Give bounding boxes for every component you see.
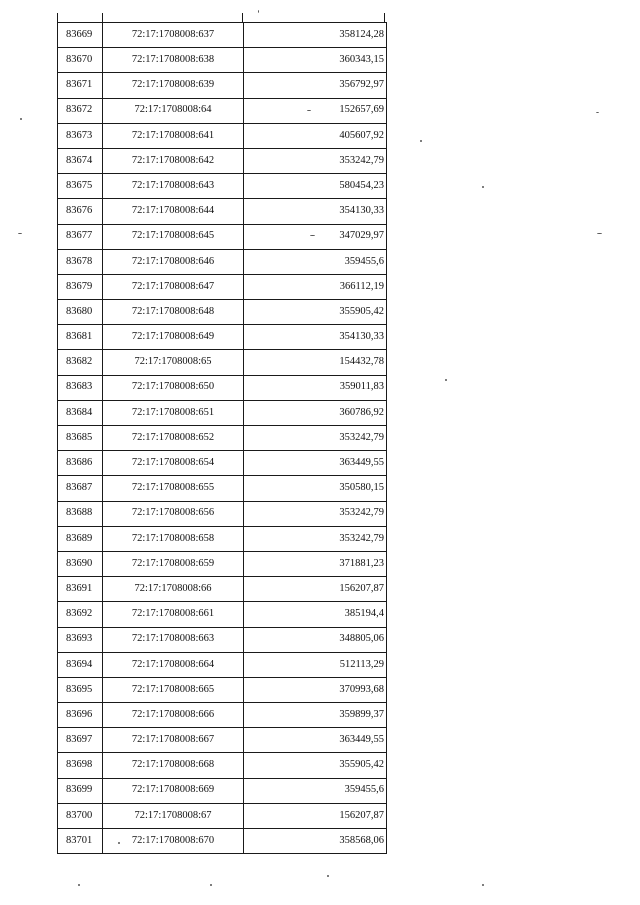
row-number: 83687 bbox=[58, 476, 103, 501]
cadastral-number: 72:17:1708008:647 bbox=[103, 274, 244, 299]
scan-speck bbox=[327, 875, 329, 877]
table-row bbox=[58, 677, 387, 702]
row-number: 83677 bbox=[58, 224, 103, 249]
row-number: 83688 bbox=[58, 501, 103, 526]
row-number: 83693 bbox=[58, 627, 103, 652]
cadastral-number: 72:17:1708008:646 bbox=[103, 249, 244, 274]
scan-speck bbox=[310, 235, 315, 236]
table-row bbox=[58, 174, 387, 199]
cadastral-number: 72:17:1708008:648 bbox=[103, 300, 244, 325]
cadastral-value-table bbox=[57, 22, 387, 854]
cadastral-number: 72:17:1708008:652 bbox=[103, 426, 244, 451]
table-row bbox=[58, 98, 387, 123]
table-row bbox=[58, 400, 387, 425]
row-number: 83672 bbox=[58, 98, 103, 123]
cadastral-number: 72:17:1708008:637 bbox=[103, 23, 244, 48]
table-row bbox=[58, 451, 387, 476]
table-row bbox=[58, 627, 387, 652]
row-number: 83673 bbox=[58, 123, 103, 148]
cadastral-value: 358568,06 bbox=[244, 829, 387, 854]
table-row bbox=[58, 148, 387, 173]
table-row bbox=[58, 577, 387, 602]
cadastral-value: 156207,87 bbox=[244, 803, 387, 828]
table-row bbox=[58, 48, 387, 73]
cadastral-value: 154432,78 bbox=[244, 350, 387, 375]
cadastral-number: 72:17:1708008:658 bbox=[103, 526, 244, 551]
row-number: 83699 bbox=[58, 778, 103, 803]
scan-speck bbox=[20, 118, 22, 120]
table-row bbox=[58, 728, 387, 753]
cadastral-value: 385194,4 bbox=[244, 602, 387, 627]
row-number: 83676 bbox=[58, 199, 103, 224]
cadastral-value: 363449,55 bbox=[244, 728, 387, 753]
cadastral-value: 348805,06 bbox=[244, 627, 387, 652]
cadastral-number: 72:17:1708008:64 bbox=[103, 98, 244, 123]
cadastral-value: 353242,79 bbox=[244, 426, 387, 451]
cadastral-number: 72:17:1708008:649 bbox=[103, 325, 244, 350]
cadastral-number: 72:17:1708008:667 bbox=[103, 728, 244, 753]
cadastral-number: 72:17:1708008:669 bbox=[103, 778, 244, 803]
cadastral-value: 359455,6 bbox=[244, 778, 387, 803]
cadastral-value: 405607,92 bbox=[244, 123, 387, 148]
table-row bbox=[58, 501, 387, 526]
cadastral-value: 366112,19 bbox=[244, 274, 387, 299]
cadastral-number: 72:17:1708008:659 bbox=[103, 551, 244, 576]
row-number: 83684 bbox=[58, 400, 103, 425]
cadastral-number: 72:17:1708008:655 bbox=[103, 476, 244, 501]
table-row bbox=[58, 753, 387, 778]
row-number: 83674 bbox=[58, 148, 103, 173]
cadastral-number: 72:17:1708008:644 bbox=[103, 199, 244, 224]
cadastral-value: 371881,23 bbox=[244, 551, 387, 576]
table-top-continuation bbox=[57, 13, 385, 22]
cadastral-number: 72:17:1708008:670 bbox=[103, 829, 244, 854]
table-body bbox=[58, 23, 387, 854]
cadastral-value: 354130,33 bbox=[244, 325, 387, 350]
table-row bbox=[58, 274, 387, 299]
table-row bbox=[58, 476, 387, 501]
cadastral-value: 353242,79 bbox=[244, 501, 387, 526]
scan-speck bbox=[596, 112, 599, 113]
scan-speck bbox=[118, 842, 120, 844]
cadastral-value: 347029,97 bbox=[244, 224, 387, 249]
cadastral-number: 72:17:1708008:66 bbox=[103, 577, 244, 602]
row-number: 83694 bbox=[58, 652, 103, 677]
cadastral-number: 72:17:1708008:651 bbox=[103, 400, 244, 425]
row-number: 83692 bbox=[58, 602, 103, 627]
table-row bbox=[58, 224, 387, 249]
cadastral-value: 152657,69 bbox=[244, 98, 387, 123]
table-row bbox=[58, 829, 387, 854]
table-row bbox=[58, 652, 387, 677]
row-number: 83686 bbox=[58, 451, 103, 476]
cadastral-number: 72:17:1708008:645 bbox=[103, 224, 244, 249]
row-number: 83700 bbox=[58, 803, 103, 828]
cadastral-value: 353242,79 bbox=[244, 526, 387, 551]
scan-speck bbox=[210, 884, 212, 886]
table-row bbox=[58, 300, 387, 325]
cadastral-value: 353242,79 bbox=[244, 148, 387, 173]
table-row bbox=[58, 249, 387, 274]
cadastral-number: 72:17:1708008:656 bbox=[103, 501, 244, 526]
scan-speck bbox=[597, 233, 602, 234]
table-row bbox=[58, 123, 387, 148]
row-number: 83671 bbox=[58, 73, 103, 98]
cadastral-value: 356792,97 bbox=[244, 73, 387, 98]
cadastral-value: 355905,42 bbox=[244, 753, 387, 778]
cadastral-value: 355905,42 bbox=[244, 300, 387, 325]
cadastral-value: 512113,29 bbox=[244, 652, 387, 677]
scan-speck bbox=[78, 884, 80, 886]
cadastral-value: 350580,15 bbox=[244, 476, 387, 501]
cadastral-value: 156207,87 bbox=[244, 577, 387, 602]
cadastral-value: 360786,92 bbox=[244, 400, 387, 425]
row-number: 83682 bbox=[58, 350, 103, 375]
cadastral-value: 360343,15 bbox=[244, 48, 387, 73]
cadastral-value: 359011,83 bbox=[244, 375, 387, 400]
cadastral-number: 72:17:1708008:67 bbox=[103, 803, 244, 828]
table-row bbox=[58, 703, 387, 728]
cadastral-number: 72:17:1708008:663 bbox=[103, 627, 244, 652]
row-number: 83680 bbox=[58, 300, 103, 325]
cadastral-number: 72:17:1708008:664 bbox=[103, 652, 244, 677]
cadastral-value: 354130,33 bbox=[244, 199, 387, 224]
cadastral-value: 358124,28 bbox=[244, 23, 387, 48]
row-number: 83695 bbox=[58, 677, 103, 702]
table-row bbox=[58, 602, 387, 627]
row-number: 83679 bbox=[58, 274, 103, 299]
scan-speck bbox=[18, 233, 22, 234]
scan-speck bbox=[307, 110, 311, 111]
cadastral-number: 72:17:1708008:642 bbox=[103, 148, 244, 173]
scan-speck bbox=[420, 140, 422, 142]
cadastral-number: 72:17:1708008:668 bbox=[103, 753, 244, 778]
cadastral-value: 359899,37 bbox=[244, 703, 387, 728]
row-number: 83681 bbox=[58, 325, 103, 350]
row-number: 83698 bbox=[58, 753, 103, 778]
row-number: 83670 bbox=[58, 48, 103, 73]
cadastral-number: 72:17:1708008:643 bbox=[103, 174, 244, 199]
row-number: 83690 bbox=[58, 551, 103, 576]
row-number: 83697 bbox=[58, 728, 103, 753]
table-row bbox=[58, 803, 387, 828]
row-number: 83696 bbox=[58, 703, 103, 728]
cadastral-number: 72:17:1708008:654 bbox=[103, 451, 244, 476]
cadastral-number: 72:17:1708008:666 bbox=[103, 703, 244, 728]
table-row bbox=[58, 23, 387, 48]
row-number: 83691 bbox=[58, 577, 103, 602]
scan-speck bbox=[482, 884, 484, 886]
table-row bbox=[58, 199, 387, 224]
table-row bbox=[58, 778, 387, 803]
scan-speck bbox=[445, 379, 447, 381]
table-row bbox=[58, 526, 387, 551]
cadastral-number: 72:17:1708008:661 bbox=[103, 602, 244, 627]
table-row bbox=[58, 426, 387, 451]
table-row bbox=[58, 350, 387, 375]
cadastral-value: 370993,68 bbox=[244, 677, 387, 702]
row-number: 83669 bbox=[58, 23, 103, 48]
scan-speck bbox=[482, 186, 484, 188]
table-row bbox=[58, 551, 387, 576]
row-number: 83689 bbox=[58, 526, 103, 551]
cadastral-value: 580454,23 bbox=[244, 174, 387, 199]
cadastral-number: 72:17:1708008:665 bbox=[103, 677, 244, 702]
table-row bbox=[58, 73, 387, 98]
row-number: 83685 bbox=[58, 426, 103, 451]
row-number: 83675 bbox=[58, 174, 103, 199]
row-number: 83701 bbox=[58, 829, 103, 854]
table-row bbox=[58, 375, 387, 400]
row-number: 83683 bbox=[58, 375, 103, 400]
cadastral-number: 72:17:1708008:650 bbox=[103, 375, 244, 400]
table-row bbox=[58, 325, 387, 350]
row-number: 83678 bbox=[58, 249, 103, 274]
cadastral-number: 72:17:1708008:641 bbox=[103, 123, 244, 148]
scan-speck bbox=[258, 10, 259, 13]
cadastral-number: 72:17:1708008:639 bbox=[103, 73, 244, 98]
cadastral-value: 359455,6 bbox=[244, 249, 387, 274]
cadastral-number: 72:17:1708008:65 bbox=[103, 350, 244, 375]
cadastral-number: 72:17:1708008:638 bbox=[103, 48, 244, 73]
cadastral-value: 363449,55 bbox=[244, 451, 387, 476]
